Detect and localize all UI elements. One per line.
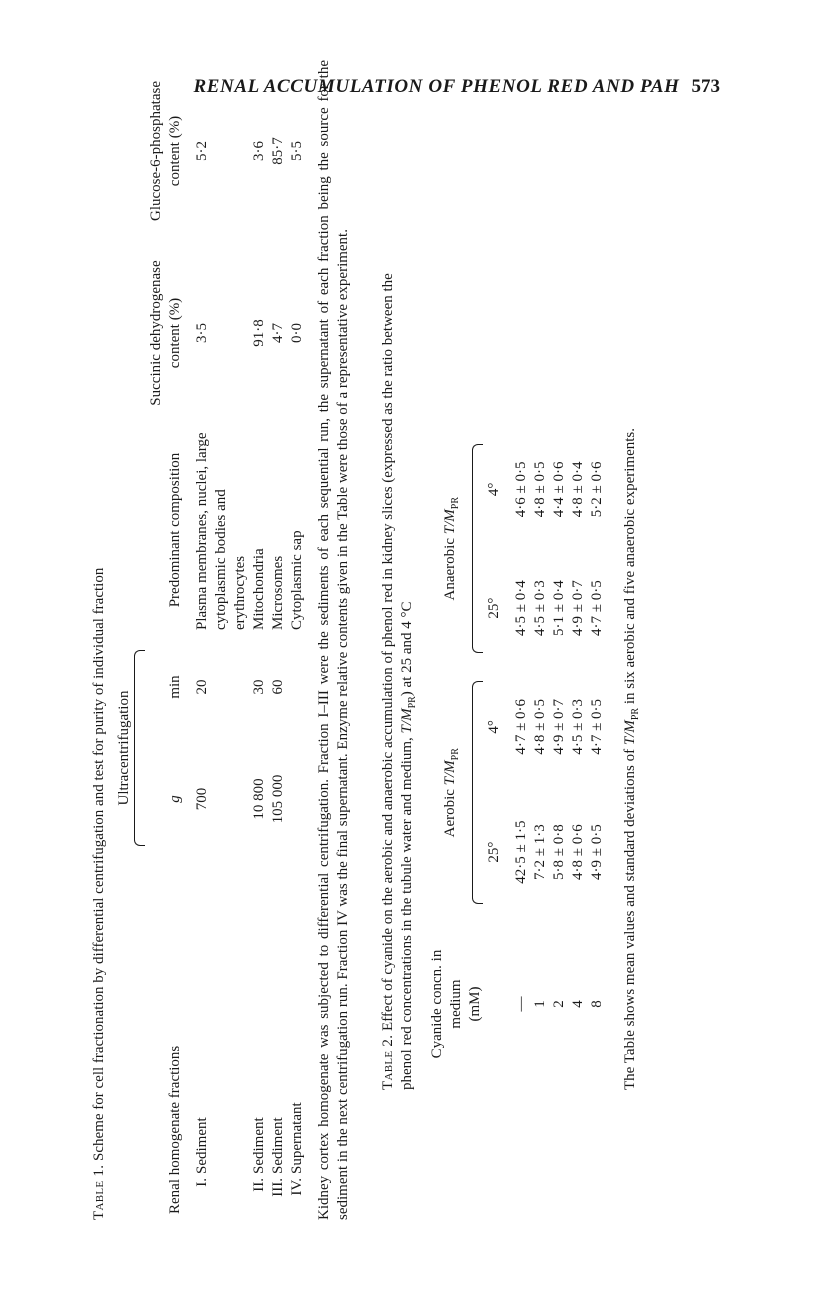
- table1-label: Table 1.: [91, 1164, 107, 1220]
- table2-group-row: [428, 430, 465, 1090]
- col-min: min: [167, 675, 183, 699]
- brace-aerobic: [472, 681, 483, 904]
- table1-caption: Table 1. Scheme for cell fractionation by differential centrifugation and test for purity of individual fraction: [91, 567, 107, 1220]
- table2-caption: Table 2. Effect of cyanide on the aerobic and anaerobic accumulation of phenol red in kidney slices (expressed as the ratio between the phenol red concentrations in the tubule water and medium, $T/M_{PR}$) at 25 and 4 °C: [380, 273, 418, 1090]
- group-header-ultracentrifugation: Ultracentrifugation: [116, 690, 132, 806]
- table-row: 1 7·2 ± 1·3 4·8 ± 0·5 4·5 ± 0·3 4·8 ± 0·5: [532, 461, 548, 1008]
- table1-group-row: [115, 60, 134, 1220]
- page-number: 573: [691, 76, 720, 97]
- col-sdh: Succinic dehydrogenase content (%): [148, 260, 183, 406]
- brace-anaerobic: [472, 444, 483, 653]
- col-aerobic-25: 25°: [486, 841, 502, 863]
- group-header-aerobic: Aerobic $T/M_{PR}$: [441, 748, 461, 838]
- col-g6p: Glucose-6-phosphatase content (%): [148, 81, 183, 221]
- col-anaerobic-25: 25°: [486, 597, 502, 619]
- table2-label: Table 2.: [380, 1034, 396, 1090]
- rotated-content: [90, 60, 730, 1220]
- brace-ultracentrifugation: [134, 650, 145, 846]
- col-aerobic-4: 4°: [486, 720, 502, 734]
- table-row: — 42·5 ± 1·5 4·7 ± 0·6 4·5 ± 0·4 4·6 ± 0·5: [513, 461, 529, 1012]
- table-row: IV. Supernatant Cytoplasmic sap 0·0 5·5: [289, 141, 305, 1196]
- col-composition: Predominant composition: [167, 452, 183, 608]
- table2-footnote: The Table shows mean values and standard deviations of $T/M_{PR}$ in six aerobic and five anaerobic experiments.: [622, 428, 641, 1090]
- table2: [428, 430, 607, 1090]
- table-row: 2 5·8 ± 0·8 4·9 ± 0·7 5·1 ± 0·4 4·4 ± 0·6: [551, 461, 567, 1008]
- table1-footnote: Kidney cortex homogenate was subjected to differential centrifugation. Fraction I–III were the sediments of each sequential run, the supernatant of each fraction being the source for the sediment in the next centrifugation run. Fraction IV was the final supernatant. Enzyme relative contents given in the Table were those of a representative experiment.: [316, 60, 351, 1220]
- table2-block: [379, 230, 645, 1090]
- running-title: RENAL ACCUMULATION OF PHENOL RED AND PAH: [193, 76, 680, 97]
- table2-header-row: [485, 430, 504, 1090]
- group-header-anaerobic: Anaerobic $T/M_{PR}$: [441, 497, 461, 601]
- table-row: III. Sediment 105 000 60 Microsomes 4·7 85·7: [270, 137, 286, 1197]
- table-row: 8 4·9 ± 0·5 4·7 ± 0·5 4·7 ± 0·5 5·2 ± 0·6: [589, 461, 605, 1008]
- table-row: II. Sediment 10 800 30 Mitochondria 91·8 3·6: [251, 141, 267, 1192]
- col-anaerobic-4: 4°: [486, 482, 502, 497]
- col-fractions: Renal homogenate fractions: [167, 1045, 183, 1214]
- col-cyanide: Cyanide concn. in medium (mM): [429, 949, 483, 1059]
- table-row: 4 4·8 ± 0·6 4·5 ± 0·3 4·9 ± 0·7 4·8 ± 0·4: [570, 461, 586, 1008]
- table1-header-row: [147, 60, 185, 1220]
- table-row: I. Sediment 700 20 Plasma membranes, nuclei, large cytoplasmic bodies and erythrocytes 3·5 5·2: [194, 141, 248, 1187]
- col-g: g: [167, 795, 183, 803]
- table1: [115, 60, 307, 1220]
